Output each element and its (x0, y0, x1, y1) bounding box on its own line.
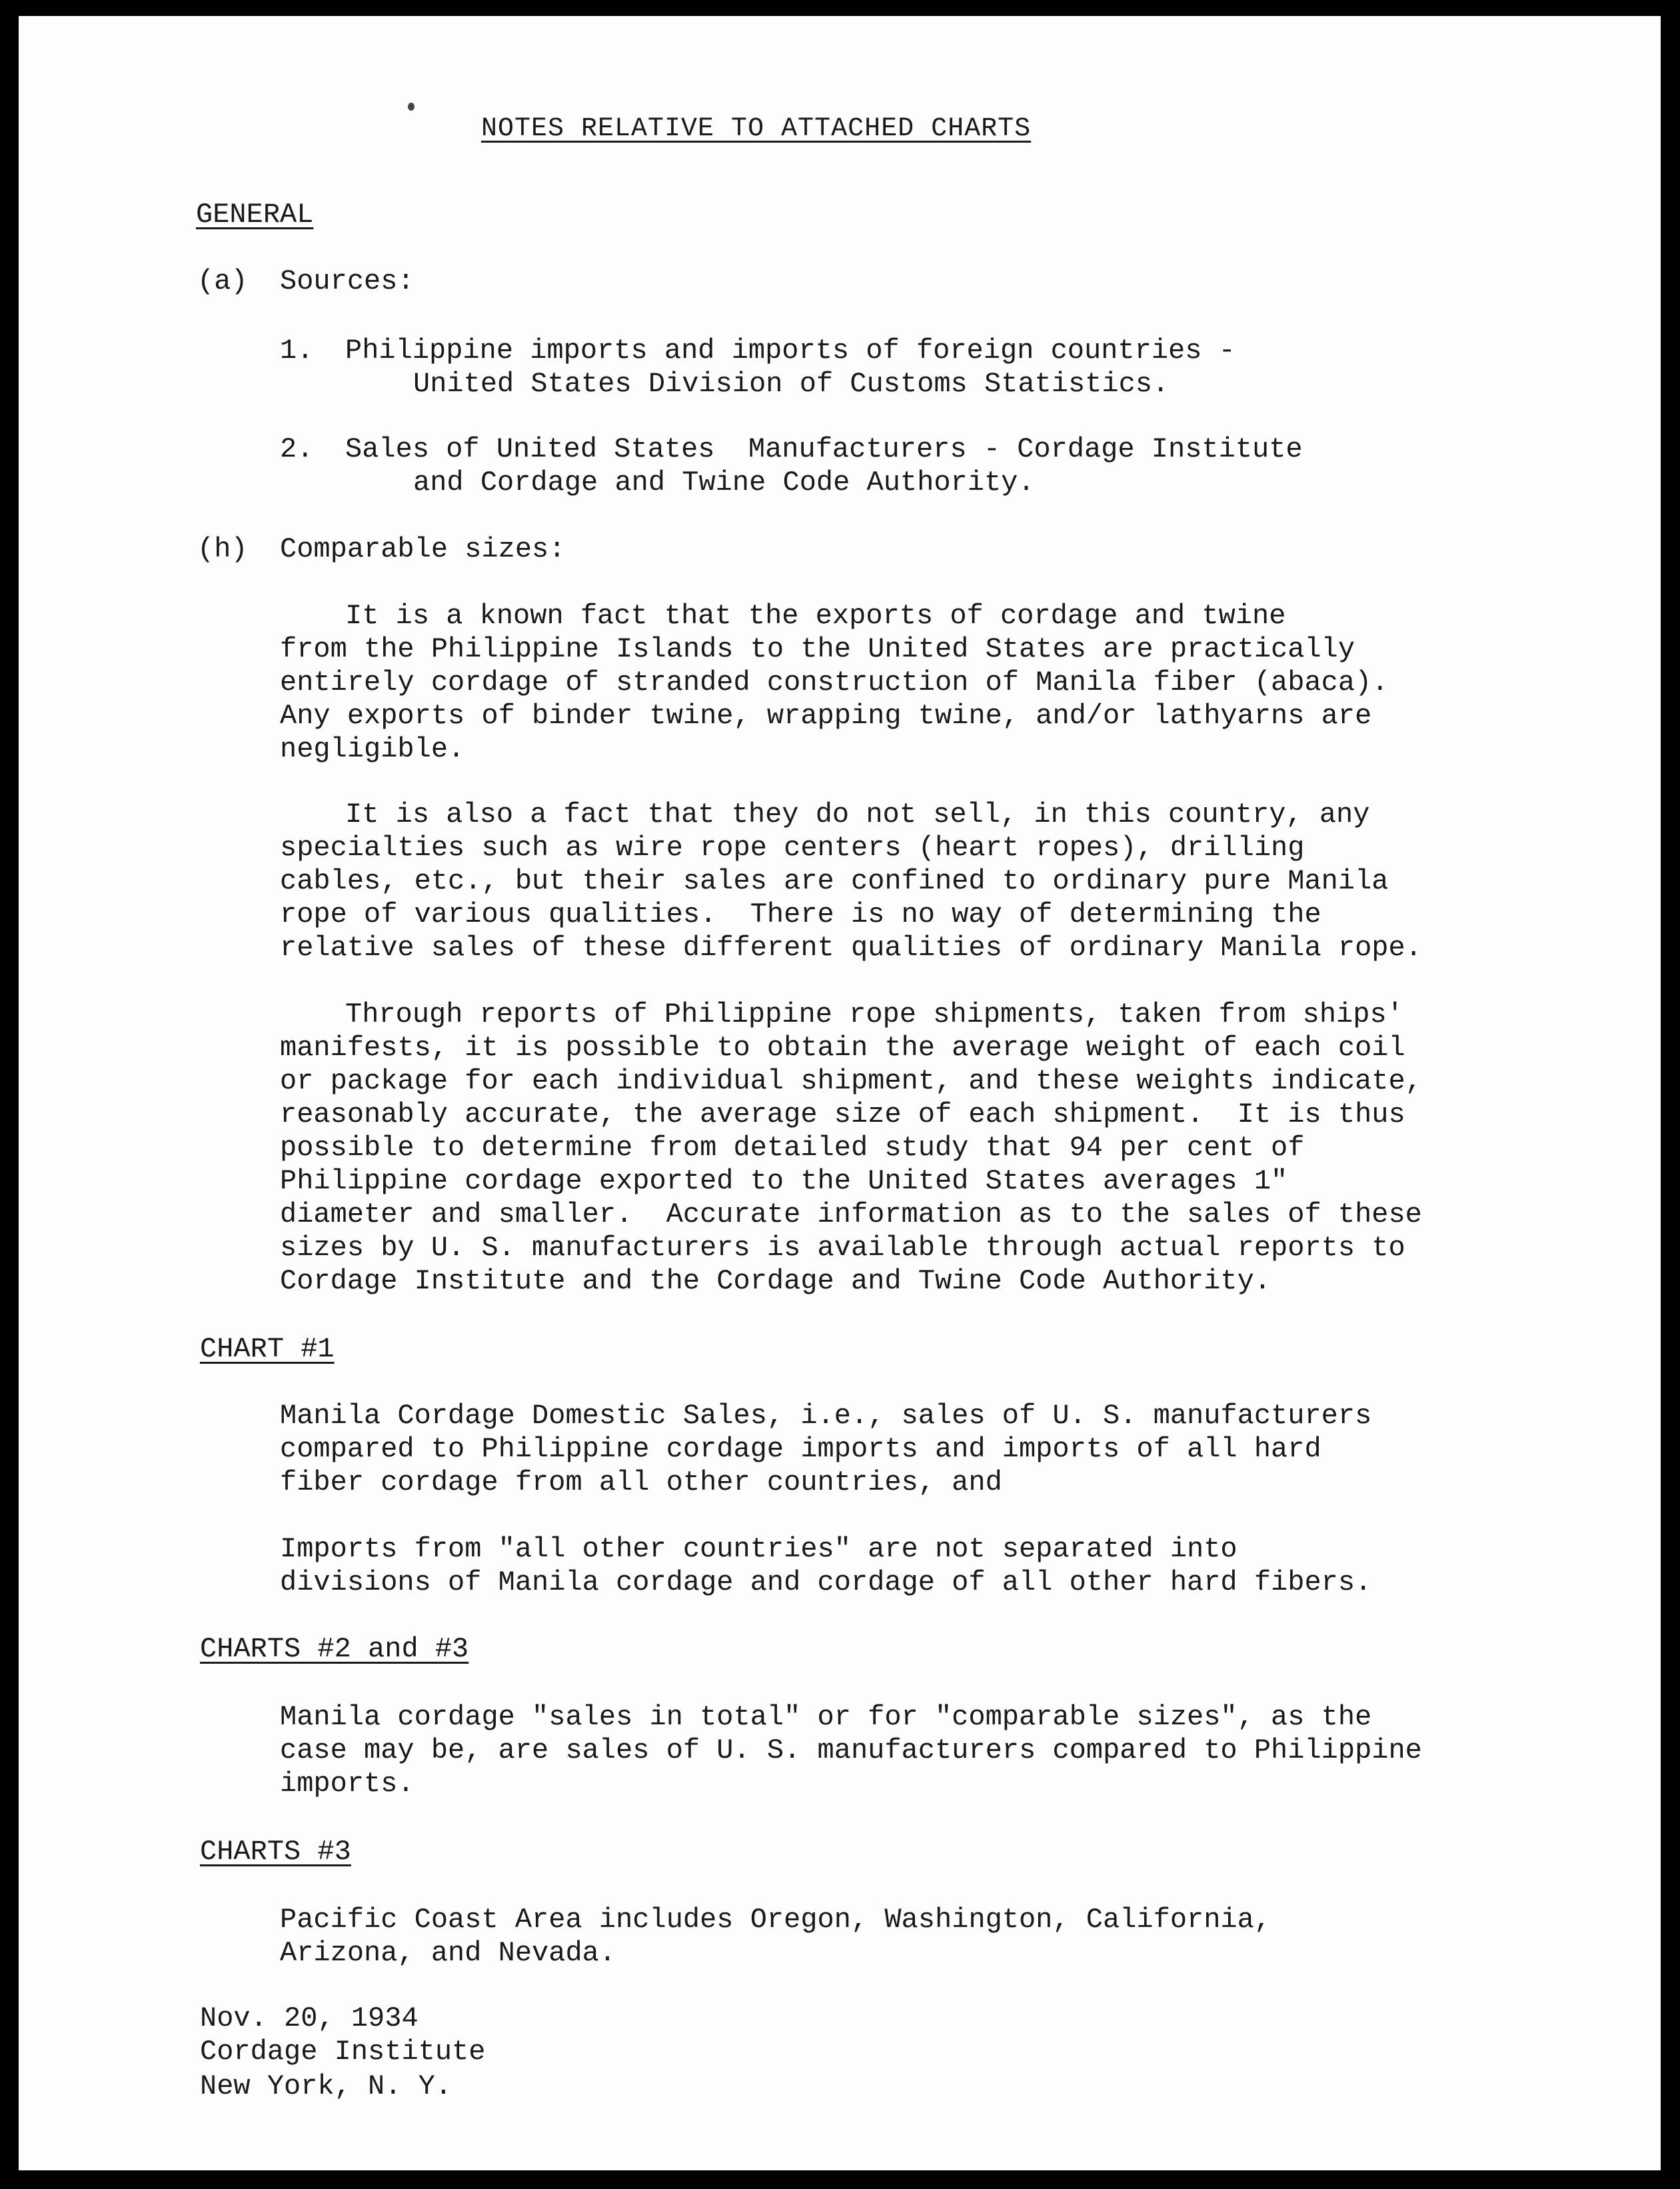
general-para-3-line: Philippine cordage exported to the United States averages 1" (280, 1165, 1288, 1197)
signature-organization: Cordage Institute (200, 2036, 486, 2068)
general-para-3-line: or package for each individual shipment, and these weights indicate, (280, 1065, 1422, 1097)
page-title: NOTES RELATIVE TO ATTACHED CHARTS (481, 114, 1032, 144)
document-page (19, 16, 1661, 2170)
general-para-3-line: Through reports of Philippine rope shipments, taken from ships' (345, 999, 1403, 1031)
general-para-2-line: cables, etc., but their sales are confined to ordinary pure Manila (280, 865, 1389, 897)
general-para-2-line: rope of various qualities. There is no way of determining the (280, 899, 1321, 931)
source-1-number: 1. (280, 335, 314, 367)
general-para-1-line: negligible. (280, 733, 465, 765)
signature-date: Nov. 20, 1934 (200, 2002, 419, 2034)
general-para-3-line: possible to determine from detailed study that 94 per cent of (280, 1132, 1305, 1164)
charts-2-3-para-line: imports. (280, 1768, 415, 1800)
general-para-3-line: sizes by U. S. manufacturers is available through actual reports to (280, 1232, 1405, 1264)
source-1-line-1: Philippine imports and imports of foreign countries - (345, 335, 1236, 367)
general-para-2-line: relative sales of these different qualities of ordinary Manila rope. (280, 932, 1422, 964)
general-para-1-line: Any exports of binder twine, wrapping twine, and/or lathyarns are (280, 700, 1372, 732)
general-para-1-line: from the Philippine Islands to the United States are practically (280, 633, 1355, 665)
general-para-3-line: diameter and smaller. Accurate information as to the sales of these (280, 1198, 1422, 1230)
charts-3-heading: CHARTS #3 (200, 1836, 351, 1868)
chart-1-heading: CHART #1 (200, 1333, 335, 1365)
chart-1-para-2-line: Imports from "all other countries" are not separated into (280, 1533, 1238, 1565)
charts-3-para-line: Pacific Coast Area includes Oregon, Washington, California, (280, 1904, 1271, 1936)
charts-2-3-para-line: Manila cordage "sales in total" or for "comparable sizes", as the (280, 1701, 1372, 1733)
general-heading: GENERAL (196, 199, 314, 231)
source-2-line-2: and Cordage and Twine Code Authority. (413, 467, 1035, 499)
general-para-3-line: Cordage Institute and the Cordage and Twine Code Authority. (280, 1265, 1271, 1297)
charts-2-3-heading: CHARTS #2 and #3 (200, 1633, 469, 1665)
source-2-line-1: Sales of United States Manufacturers - Cordage Institute (345, 433, 1303, 465)
ink-speck (408, 103, 415, 111)
general-para-3-line: manifests, it is possible to obtain the average weight of each coil (280, 1032, 1405, 1064)
section-a-label: (a) (197, 265, 248, 297)
general-para-1-line: It is a known fact that the exports of cordage and twine (345, 600, 1286, 632)
general-para-2-line: It is also a fact that they do not sell, in this country, any (345, 799, 1370, 831)
general-para-2-line: specialties such as wire rope centers (heart ropes), drilling (280, 832, 1305, 864)
general-para-1-line: entirely cordage of stranded construction of Manila fiber (abaca). (280, 667, 1389, 699)
signature-city: New York, N. Y. (200, 2070, 452, 2102)
chart-1-para-1-line: fiber cordage from all other countries, and (280, 1466, 1002, 1498)
section-b-title: Comparable sizes: (280, 533, 566, 565)
source-1-line-2: United States Division of Customs Statistics. (413, 368, 1170, 400)
source-2-number: 2. (280, 433, 314, 465)
charts-3-para-line: Arizona, and Nevada. (280, 1937, 616, 1969)
charts-2-3-para-line: case may be, are sales of U. S. manufacturers compared to Philippine (280, 1734, 1422, 1766)
chart-1-para-1-line: Manila Cordage Domestic Sales, i.e., sales of U. S. manufacturers (280, 1400, 1372, 1432)
chart-1-para-2-line: divisions of Manila cordage and cordage of all other hard fibers. (280, 1566, 1372, 1598)
section-a-title: Sources: (280, 265, 415, 297)
general-para-3-line: reasonably accurate, the average size of each shipment. It is thus (280, 1098, 1405, 1130)
section-b-label: (h) (197, 533, 248, 565)
chart-1-para-1-line: compared to Philippine cordage imports and imports of all hard (280, 1433, 1321, 1465)
